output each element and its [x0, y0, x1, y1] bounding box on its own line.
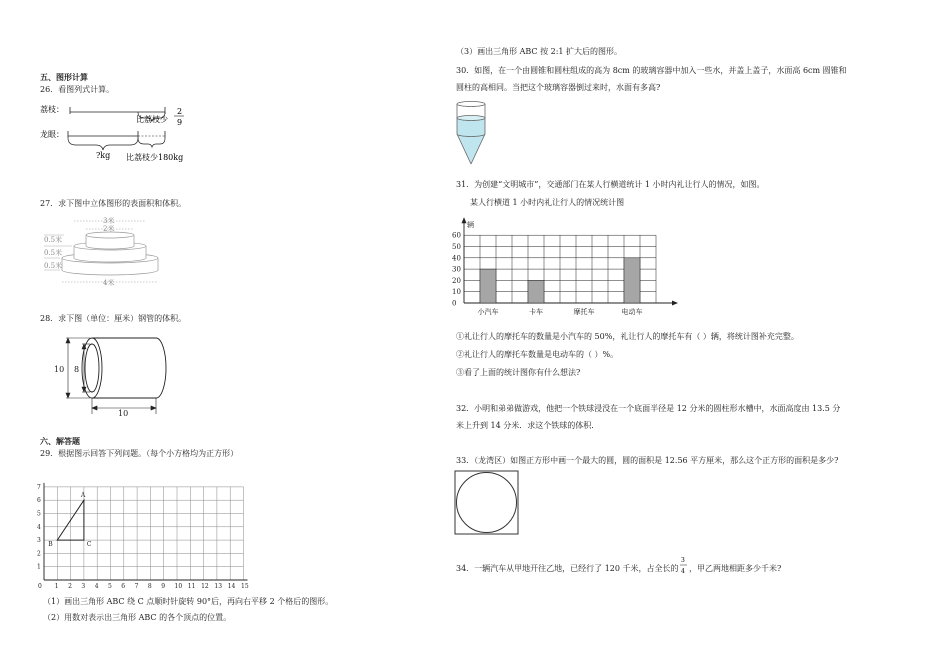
q31-line1: 31．为创建“文明城市”，交通部门在某人行横道统计 1 小时内礼让行人的情况，如图。: [456, 180, 765, 189]
x-tick-label: 12: [201, 583, 209, 590]
x-tick-label: 11: [187, 583, 196, 590]
dim-h2: 0.5米: [44, 249, 63, 257]
dim-h3: 0.5米: [44, 262, 63, 270]
x-tick-label: 10: [174, 583, 183, 590]
dim-outer: 10: [54, 365, 65, 374]
y-tick-label: 1: [37, 563, 41, 571]
chart-y-tick: 50: [452, 243, 461, 251]
dim-2m: 2米: [103, 225, 115, 233]
q27-text: 27．求下图中立体图形的表面积和体积。: [40, 199, 187, 208]
q30-glass-container: [454, 98, 494, 168]
x-tick-label: 0: [38, 583, 42, 590]
q32-line2: 米上升到 14 分米．求这个铁球的体积.: [456, 421, 594, 430]
x-tick-label: 8: [147, 583, 152, 590]
point-a-label: A: [80, 492, 86, 500]
q29-sub2: （2）用数对表示出三角形 ABC 的各个顶点的位置。: [43, 613, 232, 622]
q29-text: 29．根据图示回答下列问题。（每个小方格均为正方形）: [40, 449, 239, 458]
q31-sub3: ③看了上面的统计图你有什么想法?: [456, 368, 581, 377]
frac-den-26: 9: [177, 118, 183, 127]
bar-0: [480, 269, 496, 303]
section6-title: 六、解答题: [40, 437, 80, 446]
q30-line1: 30．如图，在一个由圆锥和圆柱组成的高为 8cm 的玻璃容器中加入一些水，并盖上盖子，水面高 6cm 圆锥和: [456, 66, 847, 75]
q29-sub3: （3）画出三角形 ABC 按 2:1 扩大后的图形。: [456, 47, 623, 56]
q34-fraction: [679, 555, 689, 579]
x-tick-label: 1: [54, 583, 59, 590]
dim-length: 10: [118, 409, 129, 418]
x-tick-label: 13: [214, 583, 223, 590]
q32-line1: 32．小明和弟弟做游戏，他把一个铁球浸没在一个底面半径是 12 分米的圆柱形水槽中，水面高度由 13.5 分: [456, 404, 841, 413]
chart-y-tick: 60: [452, 231, 461, 240]
section5-title: 五、图形计算: [40, 73, 88, 82]
y-tick-label: 4: [37, 523, 41, 531]
chart-category-label: 电动车: [621, 308, 643, 316]
y-tick-label: 6: [37, 497, 41, 505]
chart-title: 某人行横道 1 小时内礼让行人的情况统计图: [470, 198, 625, 207]
q26-text: 26．看图列式计算。: [40, 85, 115, 94]
x-tick-label: 5: [108, 583, 112, 590]
x-tick-label: 15: [241, 583, 249, 590]
chart-x-arrow: [672, 301, 678, 306]
x-tick-label: 4: [94, 583, 99, 590]
bar-1: [528, 280, 544, 303]
label-compare: 比荔枝少: [136, 115, 168, 124]
label-less: 比荔枝少180kg: [126, 153, 184, 162]
x-tick-label: 2: [68, 583, 72, 590]
chart-category-label: 卡车: [529, 308, 543, 316]
q33-square-circle: [454, 470, 520, 536]
chart-category-label: 小汽车: [477, 308, 499, 316]
x-tick-label: 3: [81, 583, 86, 590]
chart-y-tick: 30: [452, 265, 461, 274]
x-tick-label: 9: [161, 583, 166, 590]
q29-sub1: （1）画出三角形 ABC 绕 C 点顺时针旋转 90°后，再向右平移 2 个格后的图形。: [43, 597, 334, 606]
dim-h1: 0.5米: [44, 236, 63, 244]
y-tick-label: 7: [37, 483, 41, 491]
bar-3: [624, 258, 640, 303]
q28-steel-pipe: [48, 332, 178, 418]
frac-num-26: 2: [177, 107, 183, 116]
point-b-label: B: [48, 541, 53, 549]
q34-frac-den: 4: [681, 568, 685, 575]
q34-pre: 34．一辆汽车从甲地开往乙地，已经行了 120 千米，占全长的: [456, 564, 679, 573]
dim-4m: 4米: [103, 279, 115, 287]
chart-y-arrow: [462, 217, 467, 223]
y-tick-label: 2: [37, 550, 41, 558]
q28-text: 28．求下图（单位：厘米）钢管的体积。: [40, 314, 187, 323]
dim-inner: 8: [74, 365, 80, 374]
chart-category-label: 摩托车: [573, 308, 595, 316]
q27-stacked-cylinders: [44, 214, 174, 292]
y-tick-label: 5: [37, 510, 41, 518]
q31-bar-chart: [442, 210, 662, 320]
chart-y-tick: 20: [452, 276, 461, 285]
q29-grid: [36, 462, 266, 590]
q31-sub2: ②礼让行人的摩托车数量是电动车的（ ）%。: [456, 350, 619, 359]
x-tick-label: 7: [134, 583, 139, 590]
label-longyan: 龙眼：: [40, 130, 64, 139]
q30-line2: 圆柱的高相同。当把这个玻璃容器倒过来时，水面有多高?: [456, 83, 661, 92]
q31-sub1: ①礼让行人的摩托车的数量是小汽车的 50%，礼让行人的摩托车有（ ）辆，将统计图补充完整。: [456, 332, 799, 341]
point-c-label: C: [86, 541, 92, 549]
x-tick-label: 14: [227, 583, 236, 590]
q34-frac-num: 3: [681, 557, 685, 564]
chart-y-tick: 10: [452, 288, 461, 297]
chart-ylabel: 辆: [467, 221, 474, 230]
q33-line1: 33．（龙湾区）如图正方形中画一个最大的圆，圆的面积是 12.56 平方厘米，那么这个正方形的面积是多少?: [456, 456, 839, 465]
chart-y-tick: 0: [452, 299, 457, 308]
label-qkg: ?kg: [96, 151, 111, 160]
chart-y-tick: 40: [452, 254, 461, 263]
dim-3m: 3米: [103, 217, 115, 225]
x-tick-label: 6: [121, 583, 126, 590]
q26-diagram: [40, 100, 220, 168]
q34-post: ，甲乙两地相距多少千米?: [689, 564, 782, 573]
label-lizhi: 荔枝：: [40, 105, 64, 114]
y-tick-label: 3: [37, 537, 41, 545]
